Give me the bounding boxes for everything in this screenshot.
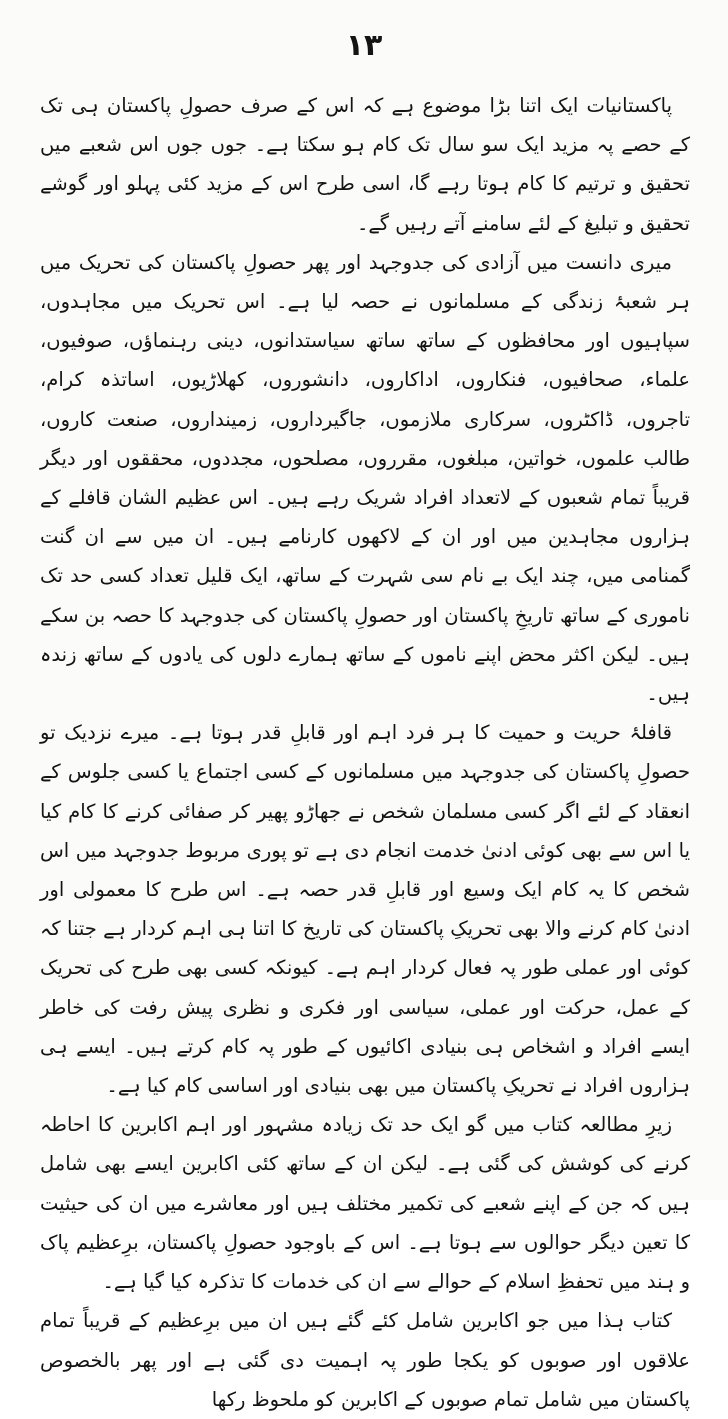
paragraph-1: پاکستانیات ایک اتنا بڑا موضوع ہے کہ اس کے صرف حصولِ پاکستان ہی تک کے حصے پہ مزید ایک سو سال تک کام ہو سکتا ہے۔ جوں جوں اس شعبے میں تحقیق و ترتیم کا کام ہوتا رہے گا، اسی طرح اس کے مزید کئی پہلو اور گوشے تحقیق و تبلیغ کے لئے سامنے آتے رہیں گے۔ — [40, 94, 690, 235]
paragraph-3: قافلۂ حریت و حمیت کا ہر فرد اہم اور قابلِ قدر ہوتا ہے۔ میرے نزدیک تو حصولِ پاکستان کی جدوجہد میں مسلمانوں کے کسی اجتماع یا کسی جلوس کے انعقاد کے لئے اگر کسی مسلمان شخص نے جھاڑو پھیر کر صفائی کرنے کا کام کیا یا اس سے بھی کوئی ادنیٰ خدمت انجام دی ہے تو پوری مربوط جدوجہد میں اس شخص کا یہ کام ایک وسیع اور قابلِ قدر حصہ ہے۔ اس طرح کا معمولی اور ادنیٰ کام کرنے والا بھی تحریکِ پاکستان کی تاریخ کا اتنا ہی اہم کردار ہے جتنا کہ کوئی اور عملی طور پہ فعال کردار اہم ہے۔ کیونکہ کسی بھی طرح کی تحریک کے عمل، حرکت اور عملی، سیاسی اور فکری و نظری پیش رفت کی خاطر ایسے افراد و اشخاص ہی بنیادی اکائیوں کے طور پہ کام کرتے ہیں۔ ایسے ہی ہزاروں افراد نے تحریکِ پاکستان میں بھی بنیادی اور اساسی کام کیا ہے۔ — [40, 721, 690, 1098]
paragraph-5: کتاب ہذا میں جو اکابرین شامل کئے گئے ہیں ان میں برِعظیم کے قریباً تمام علاقوں اور صوبوں کو یکجا طور پہ اہمیت دی گئی ہے اور پھر بالخصوص پاکستان میں شامل تمام صوبوں کے اکابرین کو ملحوظ رکھا — [40, 1309, 690, 1411]
paragraph-2: میری دانست میں آزادی کی جدوجہد اور پھر حصولِ پاکستان کی تحریک میں ہر شعبۂ زندگی کے مسلمانوں نے حصہ لیا ہے۔ اس تحریک میں مجاہدوں، سپاہیوں اور محافظوں کے ساتھ ساتھ سیاستدانوں، دینی رہنماؤں، صوفیوں، علماء، صحافیوں، فنکاروں، اداکاروں، دانشوروں، کھلاڑیوں، اساتذہ کرام، تاجروں، ڈاکٹروں، سرکاری ملازموں، جاگیرداروں، زمینداروں، صنعت کاروں، طالب علموں، خواتین، مبلغوں، مقرروں، مصلحوں، مجددوں، محققوں اور دیگر قریباً تمام شعبوں کے لاتعداد افراد شریک رہے ہیں۔ اس عظیم الشان قافلے کے ہزاروں مجاہدین میں اور ان کے لاکھوں کارنامے ہیں۔ ان میں سے ان گنت گمنامی میں، چند ایک بے نام سی شہرت کے ساتھ، ایک قلیل تعداد کسی حد تک ناموری کے ساتھ تاریخِ پاکستان اور حصولِ پاکستان کی جدوجہد کا حصہ بن سکے ہیں۔ لیکن اکثر محض اپنے ناموں کے ساتھ ہمارے دلوں کی یادوں کے ساتھ زندہ ہیں۔ — [40, 250, 690, 706]
page-number: ۱۳ — [345, 28, 383, 63]
paragraph-4: زیرِ مطالعہ کتاب میں گو ایک حد تک زیادہ مشہور اور اہم اکابرین کا احاطہ کرنے کی کوشش کی گئی ہے۔ لیکن ان کے ساتھ کئی اکابرین ایسے بھی شامل ہیں کہ جن کے اپنے شعبے کی تکمیر مختلف ہیں اور معاشرے میں ان کی حیثیت کا تعین دیگر حوالوں سے ہوتا ہے۔ اس کے باوجود حصولِ پاکستان، برِعظیم پاک و ہند میں تحفظِ اسلام کے حوالے سے ان کی خدمات کا تذکرہ کیا گیا ہے۔ — [40, 1113, 690, 1294]
body-text — [40, 86, 690, 1419]
